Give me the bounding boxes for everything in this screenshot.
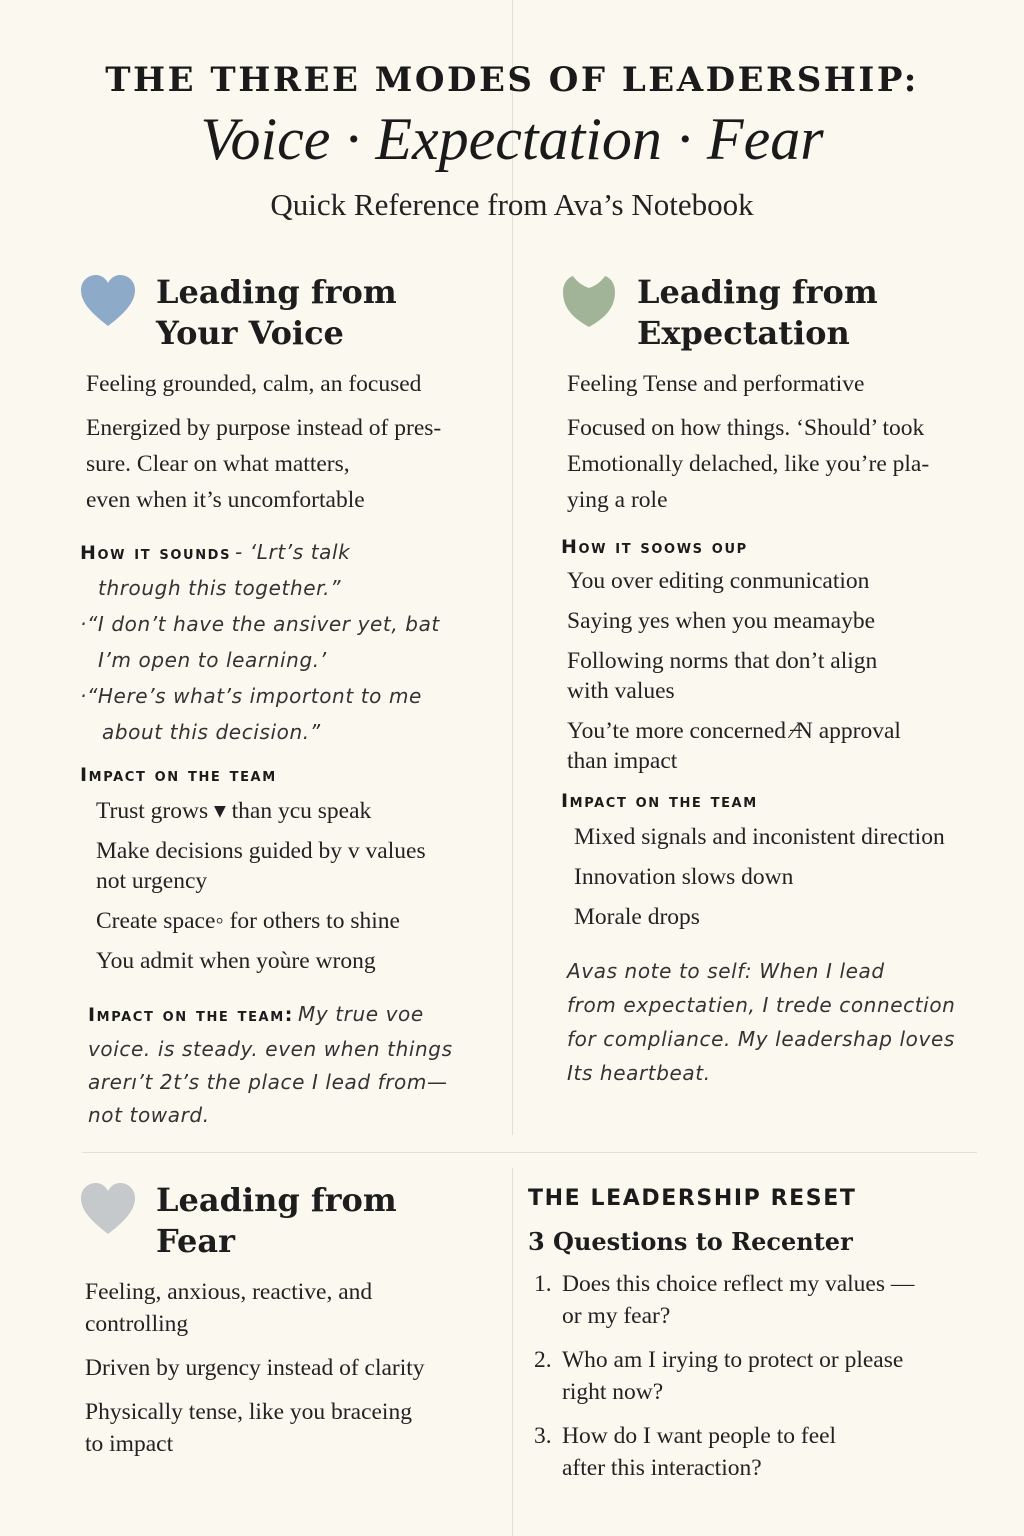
expectation-shows-item: Saying yes when you meamaybe [567, 608, 876, 634]
voice-sounds-line: about this decision.” [102, 720, 321, 744]
voice-feelings [80, 366, 500, 518]
voice-title [156, 272, 397, 354]
fear-title [156, 1180, 397, 1262]
expectation-section [561, 272, 1001, 1090]
reset-question [528, 1268, 988, 1332]
expectation-note-line: from expectatien, I trede connection [567, 993, 956, 1017]
expectation-header [561, 272, 1001, 362]
expectation-shows-item: You’te more concerned ∕̶N approval than impact [567, 718, 901, 774]
fear-title-line1: Leading from [156, 1181, 397, 1219]
center-divider-bottom [512, 1168, 513, 1536]
expectation-feeling: Focused on how things. ‘Should’ took [567, 415, 925, 441]
voice-header [80, 272, 500, 362]
page-title: THE THREE MODES OF LEADERSHIP: [105, 60, 919, 100]
page-tagline: Quick Reference from Ava’s Notebook [270, 187, 754, 222]
voice-sounds-label: How it sounds [80, 542, 232, 564]
expectation-feeling: Emotionally delached, like you’re pla- [567, 451, 930, 477]
fear-title-line2: Fear [156, 1222, 235, 1260]
expectation-title-line2: Expectation [637, 314, 850, 352]
horizontal-divider [82, 1152, 977, 1153]
expectation-impact-item: Morale drops [574, 904, 700, 930]
reset-title: THE LEADERSHIP RESET [528, 1186, 857, 1211]
voice-impact-label: Impact on the team [80, 764, 277, 786]
voice-title-line1: Leading from [156, 273, 397, 311]
fear-section [80, 1180, 500, 1470]
voice-note-line: arerı’t 2t’s the place I lead from— [88, 1070, 448, 1094]
fear-feelings [80, 1276, 500, 1460]
voice-note-label: Impact on the team: [88, 1004, 294, 1026]
voice-note-line: My true voe [297, 1002, 424, 1026]
question-number: 2. [534, 1347, 552, 1373]
voice-section [80, 272, 500, 1132]
question-number: 1. [534, 1271, 552, 1297]
voice-note-line: not toward. [88, 1103, 210, 1127]
voice-feeling: Energized by purpose instead of pres- [86, 415, 442, 441]
voice-sounds-line: ·“I don’t have the ansiver yet, bat [80, 612, 440, 636]
question-number: 3. [534, 1423, 552, 1449]
expectation-note-line: Avas note to self: When I lead [567, 959, 885, 983]
voice-feeling: Feeling grounded, calm, an focused [86, 371, 422, 397]
voice-sounds [80, 534, 500, 750]
fear-feeling: Driven by urgency instead of clarity [85, 1355, 425, 1381]
voice-impact-item: Create space◦ for others to shine [96, 908, 400, 934]
expectation-title [637, 272, 878, 354]
fear-header [80, 1180, 500, 1270]
leadership-reset [528, 1186, 988, 1484]
voice-feeling: sure. Clear on what matters, [86, 451, 350, 477]
expectation-impact [561, 790, 1001, 932]
expectation-title-line1: Leading from [637, 273, 878, 311]
expectation-impact-label: Impact on the team [561, 790, 758, 812]
voice-note [80, 996, 500, 1132]
heart-icon [80, 274, 136, 328]
expectation-feeling: Feeling Tense and performative [567, 371, 865, 397]
question-line: or my fear? [562, 1303, 671, 1329]
voice-sounds-line: ·“Here’s what’s importont to me [80, 684, 422, 708]
expectation-shows [561, 536, 1001, 776]
reset-question [528, 1344, 988, 1408]
expectation-note [561, 954, 1001, 1090]
voice-sounds-line: I’m open to learning.’ [98, 648, 327, 672]
fear-feeling: Feeling, anxious, reactive, and controlling [85, 1279, 373, 1337]
page-header [0, 58, 1024, 224]
expectation-shows-item: You over editing conmunication [567, 568, 870, 594]
expectation-shows-item: Following norms that don’t align with values [567, 648, 878, 704]
heart-icon [80, 1182, 136, 1236]
voice-impact-item: Trust grows ▾ than ycu speak [96, 798, 372, 824]
reset-question [528, 1420, 988, 1484]
question-line: How do I want people to feel [562, 1423, 837, 1449]
expectation-impact-item: Innovation slows down [574, 864, 794, 890]
expectation-note-line: Its heartbeat. [567, 1061, 711, 1085]
voice-impact-item: Make decisions guided by v values not urgency [96, 838, 426, 894]
reset-subtitle: 3 Questions to Recenter [528, 1227, 853, 1256]
voice-sounds-line: - ‘Lrt’s talk [235, 540, 351, 564]
page-subtitle: Voice · Expectation · Fear [200, 106, 824, 172]
expectation-impact-item: Mixed signals and inconistent direction [574, 824, 945, 850]
voice-feeling: even when it’s uncomfortable [86, 487, 365, 513]
voice-impact [80, 764, 500, 976]
expectation-feelings [561, 366, 1001, 518]
voice-sounds-line: through this together.” [98, 576, 342, 600]
expectation-note-line: for compliance. My leadershap loves [567, 1027, 955, 1051]
question-line: after this interaction? [562, 1455, 762, 1481]
fear-feeling: Physically tense, like you braceing to impact [85, 1399, 412, 1457]
question-line: Who am I irying to protect or please [562, 1347, 904, 1373]
voice-title-line2: Your Voice [156, 314, 344, 352]
reset-questions [528, 1268, 988, 1484]
voice-impact-item: You admit when yoùre wrong [96, 948, 376, 974]
expectation-feeling: ying a role [567, 487, 668, 513]
question-line: right now? [562, 1379, 664, 1405]
expectation-shows-label: How it soows oup [561, 536, 748, 558]
question-line: Does this choice reflect my values — [562, 1271, 915, 1297]
leaf-icon [561, 274, 617, 328]
voice-note-line: voice. is steady. even when things [88, 1037, 453, 1061]
